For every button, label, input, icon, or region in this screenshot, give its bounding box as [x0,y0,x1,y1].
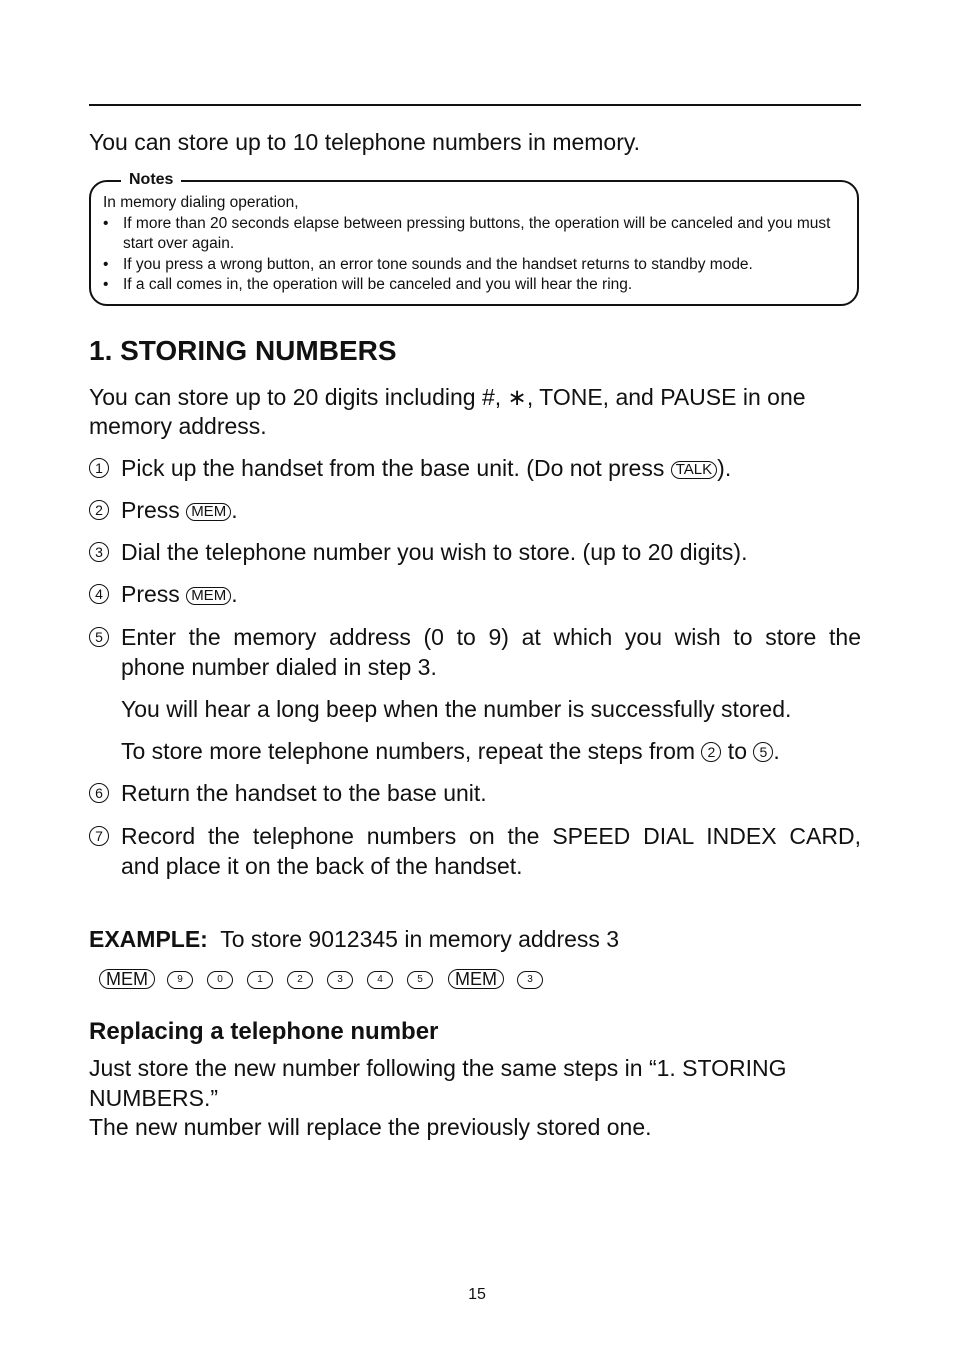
section-intro-line-2: memory address. [89,413,267,439]
notes-lead: In memory dialing operation, [103,194,299,211]
step-6 [89,779,861,809]
step-ref-number: 2 [701,742,721,762]
notes-title: Notes [121,170,181,190]
notes-item [103,214,851,255]
digit-key: 9 [167,971,193,989]
example-label: EXAMPLE: [89,926,208,952]
step-4 [89,580,861,610]
step-text [121,580,861,610]
step-number: 7 [89,826,109,846]
step-text [121,454,861,484]
step-5 [89,623,861,682]
repeat-text: To store more telephone numbers, repeat the steps from [121,738,702,764]
step-number: 3 [89,542,109,562]
step-text-line-1: Enter the memory address (0 to 9) at which you wish to store the [121,624,861,650]
mem-key: MEM [186,503,231,521]
step-number: 1 [89,458,109,478]
step-number: 5 [89,627,109,647]
example-text: To store 9012345 in memory address 3 [220,926,620,952]
step-number: 6 [89,783,109,803]
repeat-text: . [773,738,780,764]
notes-item-text: If a call comes in, the operation will be canceled and you will hear the ring. [123,276,633,293]
top-rule [89,104,861,106]
example-line [89,924,619,954]
intro-text: You can store up to 10 telephone numbers in memory. [89,129,641,155]
digit-key: 4 [367,971,393,989]
step-text-line-2: and place it on the back of the handset. [121,852,523,879]
digit-key: 1 [247,971,273,989]
step-3 [89,538,861,568]
digit-key: 0 [207,971,233,989]
digit-key: 2 [287,971,313,989]
step-text-part: ). [717,455,732,481]
replacing-line-2: NUMBERS.” [89,1085,219,1111]
mem-key: MEM [99,969,155,989]
replacing-heading: Replacing a telephone number [89,1018,439,1045]
section-intro-line-1: You can store up to 20 digits including #, ∗, TONE, and PAUSE in one [89,384,806,410]
step-text-part: Press [121,581,187,607]
step-text-line-1: Record the telephone numbers on the SPEED DIAL INDEX CARD, [121,823,861,849]
bullet: • [103,214,109,232]
mem-key: MEM [186,587,231,605]
digit-key: 3 [517,971,543,989]
step-7 [89,822,861,881]
section-heading: 1. STORING NUMBERS [89,335,397,366]
replacing-line-3: The new number will replace the previously stored one. [89,1114,652,1140]
step-text-part: . [231,497,238,523]
talk-key: TALK [671,461,717,479]
step-number: 2 [89,500,109,520]
bullet: • [103,276,109,293]
notes-item [103,255,851,276]
step-number: 4 [89,584,109,604]
step-text-line-2: phone number dialed in step 3. [121,653,437,680]
step-text: Dial the telephone number you wish to store. (up to 20 digits). [121,539,748,565]
digit-key: 5 [407,971,433,989]
step-ref-number: 5 [753,742,773,762]
notes-item [103,275,851,296]
notes-item-text: If more than 20 seconds elapse between pressing buttons, the operation will be canceled and you must start over again. [123,214,831,252]
digit-key: 3 [327,971,353,989]
repeat-note [121,737,861,767]
step-1 [89,454,861,484]
mem-key: MEM [448,969,504,989]
step-text [121,496,861,526]
beep-note: You will hear a long beep when the number is successfully stored. [121,696,792,722]
notes-item-text: If you press a wrong button, an error tone sounds and the handset returns to standby mode. [123,255,753,273]
page-number: 15 [468,1286,486,1303]
step-text-part: Press [121,497,187,523]
step-text-part: . [231,581,238,607]
step-text: Return the handset to the base unit. [121,780,487,806]
step-text-part: Pick up the handset from the base unit. (Do not press [121,455,671,481]
step-2 [89,496,861,526]
bullet: • [103,255,109,273]
notes-body [103,193,851,296]
replacing-line-1: Just store the new number following the same steps in “1. STORING [89,1055,787,1081]
repeat-text: to [721,738,754,764]
